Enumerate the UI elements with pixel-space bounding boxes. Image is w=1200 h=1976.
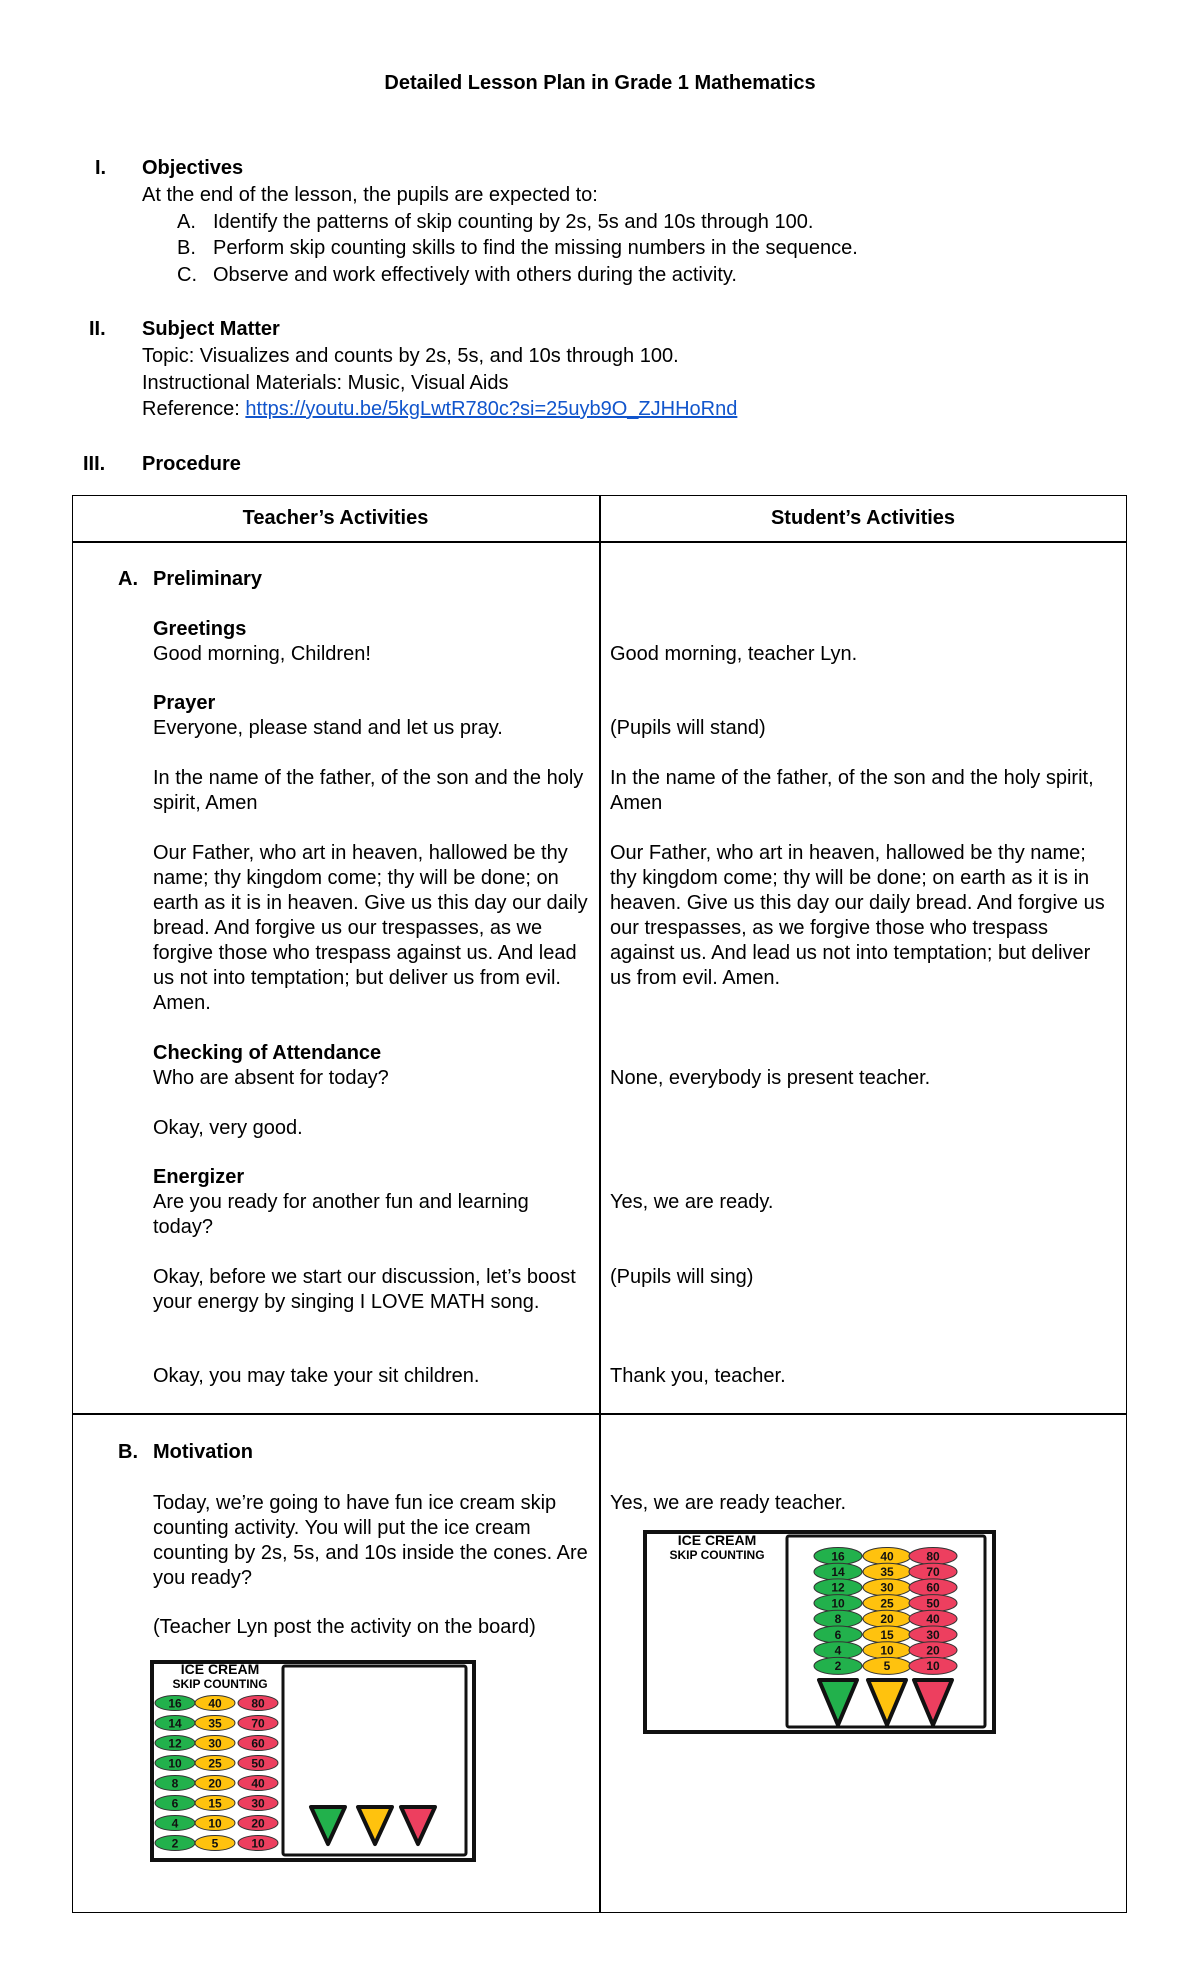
scoop-number: 60 xyxy=(251,1736,265,1751)
scoop-number: 6 xyxy=(171,1796,179,1811)
reference-line xyxy=(142,397,737,422)
scoop-number: 70 xyxy=(251,1716,265,1731)
prayer-student: (Pupils will stand) xyxy=(610,717,766,739)
greetings-heading: Greetings xyxy=(153,618,247,640)
preliminary-heading: Preliminary xyxy=(153,568,262,590)
scoop-number: 30 xyxy=(926,1627,940,1642)
procedure-heading: Procedure xyxy=(142,453,241,475)
scoop-number: 40 xyxy=(251,1776,265,1791)
objective-letter: B. xyxy=(177,237,196,259)
objective-letter: A. xyxy=(177,211,196,233)
motivation-letter: B. xyxy=(118,1441,138,1463)
column-divider xyxy=(599,495,601,1913)
page-title: Detailed Lesson Plan in Grade 1 Mathematics xyxy=(384,72,816,94)
reference-link[interactable]: https://youtu.be/5kgLwtR780c?si=25uyb9O_ZJHHoRnd xyxy=(245,398,738,420)
motivation-heading: Motivation xyxy=(153,1441,253,1463)
scoop-number: 40 xyxy=(926,1612,940,1627)
scoop-number: 25 xyxy=(880,1596,894,1611)
scoop-number: 2 xyxy=(171,1836,179,1851)
objectives-intro: At the end of the lesson, the pupils are expected to: xyxy=(142,184,598,206)
scoop-number: 6 xyxy=(834,1627,842,1642)
scoop-number: 15 xyxy=(880,1627,894,1642)
scoop-number: 70 xyxy=(926,1565,940,1580)
scoop-number: 35 xyxy=(208,1716,222,1731)
ice-cream-answer-image xyxy=(643,1530,996,1734)
scoop-number: 14 xyxy=(168,1716,182,1731)
scoop-number: 5 xyxy=(883,1659,891,1674)
image-subtitle: SKIP COUNTING xyxy=(172,1677,268,1691)
motivation-teacher: Today, we’re going to have fun ice cream skip counting activity. You will put the ice cream counting by 2s, 5s, and 10s inside the cones. Are you ready? xyxy=(153,1492,588,1589)
scoop-number: 16 xyxy=(831,1549,845,1564)
scoop-number: 16 xyxy=(168,1696,182,1711)
song-student: (Pupils will sing) xyxy=(610,1266,754,1288)
sign-of-cross-teacher: In the name of the father, of the son and the holy spirit, Amen xyxy=(153,767,584,814)
scoop-number: 4 xyxy=(834,1643,842,1658)
scoop-number: 4 xyxy=(171,1816,179,1831)
scoop-number: 5 xyxy=(211,1836,219,1851)
section-numeral: I. xyxy=(95,157,107,179)
objectives-heading: Objectives xyxy=(142,157,244,179)
attendance-heading: Checking of Attendance xyxy=(153,1042,382,1064)
topic-text: Topic: Visualizes and counts by 2s, 5s, and 10s through 100. xyxy=(142,345,679,367)
energizer-teacher: Are you ready for another fun and learning today? xyxy=(153,1191,529,1238)
row-divider xyxy=(72,1413,1127,1415)
section-numeral: III. xyxy=(83,453,106,475)
scoop-number: 10 xyxy=(168,1756,182,1771)
scoop-number: 20 xyxy=(926,1643,940,1658)
motivation-student: Yes, we are ready teacher. xyxy=(610,1492,847,1514)
scoop-number: 2 xyxy=(834,1659,842,1674)
header-student-activities: Student’s Activities xyxy=(770,507,956,529)
sign-of-cross-student: In the name of the father, of the son and the holy spirit, Amen xyxy=(610,767,1094,814)
our-father-student: Our Father, who art in heaven, hallowed be thy name; thy kingdom come; thy will be done; on earth as it is in heaven. Give us this day our daily bread. And forgive us our trespasses, as we forgive those who trespass against us. And lead us not into temptation; but deliver us from evil. Amen. xyxy=(610,842,1105,989)
our-father-teacher: Our Father, who art in heaven, hallowed be thy name; thy kingdom come; thy will be done; on earth as it is in heaven. Give us this day our daily bread. And forgive us our trespasses, as we forgive those who trespass against us. And lead us not into temptation; but deliver us from evil. Amen. xyxy=(153,842,588,1014)
prayer-heading: Prayer xyxy=(153,692,216,714)
preliminary-letter: A. xyxy=(118,568,138,590)
scoop-number: 10 xyxy=(880,1643,894,1658)
greetings-student: Good morning, teacher Lyn. xyxy=(610,643,858,665)
scoop-number: 8 xyxy=(171,1776,179,1791)
section-numeral: II. xyxy=(89,318,106,340)
objective-item: Perform skip counting skills to find the missing numbers in the sequence. xyxy=(213,237,858,259)
image-title: ICE CREAM xyxy=(180,1661,260,1677)
scoop-number: 10 xyxy=(831,1596,845,1611)
scoop-number: 8 xyxy=(834,1612,842,1627)
attendance-student: None, everybody is present teacher. xyxy=(610,1067,931,1089)
scoop-number: 80 xyxy=(251,1696,265,1711)
prayer-teacher: Everyone, please stand and let us pray. xyxy=(153,717,503,739)
objective-item: Identify the patterns of skip counting by 2s, 5s and 10s through 100. xyxy=(213,211,814,233)
scoop-number: 10 xyxy=(251,1836,265,1851)
scoop-number: 35 xyxy=(880,1565,894,1580)
sit-student: Thank you, teacher. xyxy=(610,1365,786,1387)
scoop-number: 50 xyxy=(926,1596,940,1611)
attendance-teacher: Who are absent for today? xyxy=(153,1067,389,1089)
image-title: ICE CREAM xyxy=(677,1532,757,1548)
energizer-student: Yes, we are ready. xyxy=(610,1191,774,1213)
scoop-number: 40 xyxy=(208,1696,222,1711)
scoop-number: 30 xyxy=(251,1796,265,1811)
header-teacher-activities: Teacher’s Activities xyxy=(242,507,429,529)
materials-text: Instructional Materials: Music, Visual Aids xyxy=(142,372,509,394)
scoop-number: 40 xyxy=(880,1549,894,1564)
subject-matter-heading: Subject Matter xyxy=(142,318,280,340)
objective-item: Observe and work effectively with others during the activity. xyxy=(213,264,737,286)
greetings-teacher: Good morning, Children! xyxy=(153,643,371,665)
ice-cream-activity-image xyxy=(150,1660,476,1862)
attendance-teacher-response: Okay, very good. xyxy=(153,1117,303,1139)
image-subtitle: SKIP COUNTING xyxy=(669,1548,765,1562)
song-teacher: Okay, before we start our discussion, let’s boost your energy by singing I LOVE MATH song. xyxy=(153,1266,576,1313)
header-divider xyxy=(72,541,1127,543)
scoop-number: 20 xyxy=(251,1816,265,1831)
scoop-number: 12 xyxy=(168,1736,182,1751)
scoop-number: 20 xyxy=(208,1776,222,1791)
energizer-heading: Energizer xyxy=(153,1166,245,1188)
reference-label: Reference: xyxy=(142,398,246,420)
scoop-number: 10 xyxy=(926,1659,940,1674)
scoop-number: 30 xyxy=(880,1580,894,1595)
objective-letter: C. xyxy=(177,264,197,286)
scoop-number: 50 xyxy=(251,1756,265,1771)
scoop-number: 80 xyxy=(926,1549,940,1564)
scoop-number: 25 xyxy=(208,1756,222,1771)
scoop-number: 12 xyxy=(831,1580,845,1595)
sit-teacher: Okay, you may take your sit children. xyxy=(153,1365,480,1387)
motivation-teacher-note: (Teacher Lyn post the activity on the board) xyxy=(153,1616,536,1638)
scoop-number: 60 xyxy=(926,1580,940,1595)
scoop-number: 10 xyxy=(208,1816,222,1831)
scoop-number: 20 xyxy=(880,1612,894,1627)
scoop-number: 14 xyxy=(831,1565,845,1580)
scoop-number: 30 xyxy=(208,1736,222,1751)
scoop-number: 15 xyxy=(208,1796,222,1811)
